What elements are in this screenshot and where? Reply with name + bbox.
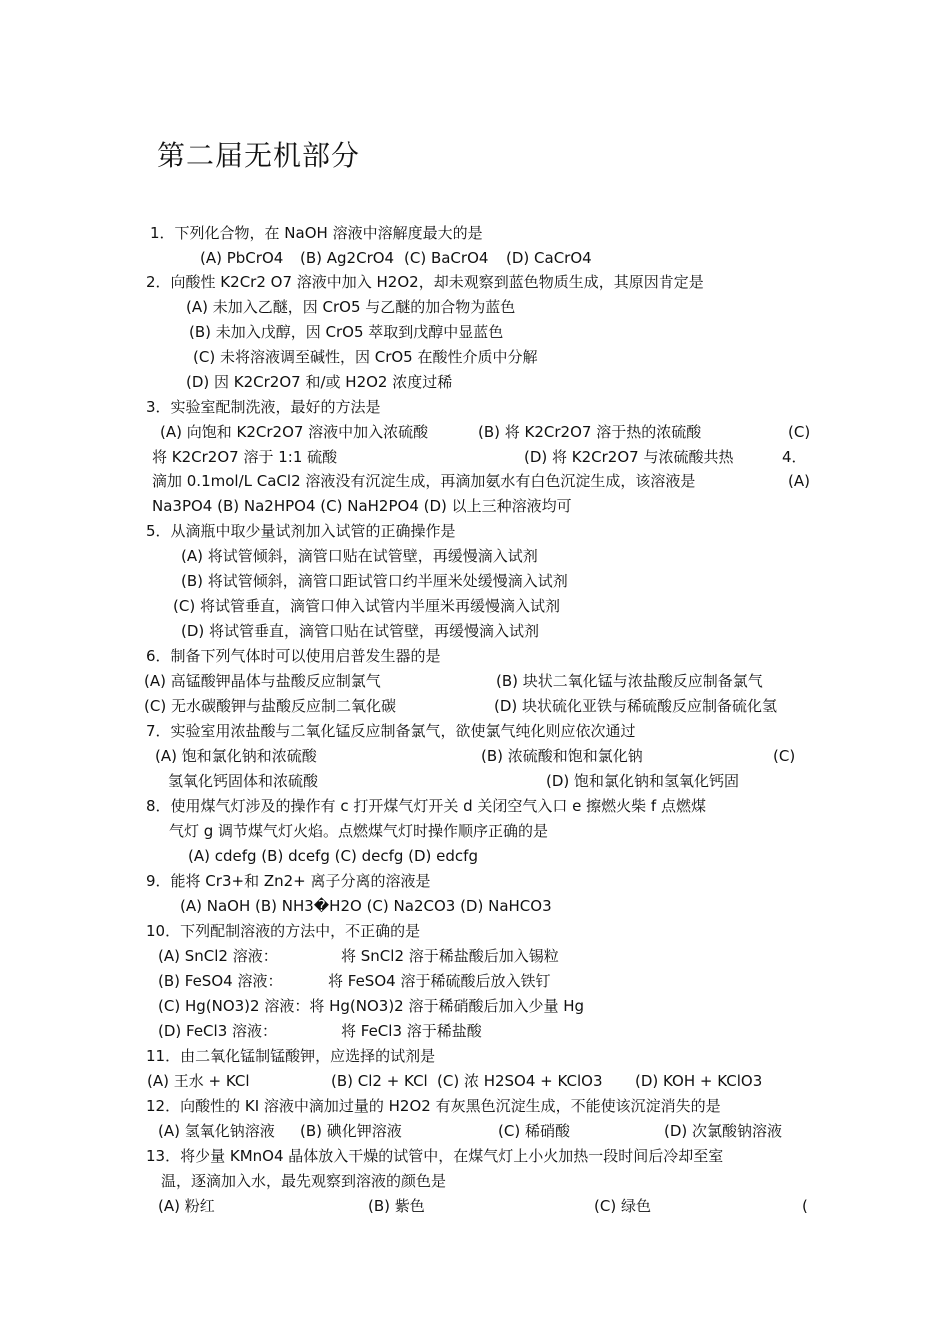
option-d: (D) KOH + KClO3 — [635, 1072, 763, 1090]
question-stem: 3．实验室配制洗液，最好的方法是 — [146, 398, 381, 416]
option-b: (B) 紫色 — [368, 1197, 425, 1215]
option-b: (B) 将 K2Cr2O7 溶于热的浓硫酸 — [478, 423, 702, 441]
option-a: (A) 王水 + KCl — [147, 1072, 250, 1090]
option-c: (C) 浓 H2SO4 + KClO3 — [437, 1072, 603, 1090]
option-c-text: 将 K2Cr2O7 溶于 1:1 硫酸 — [152, 448, 338, 466]
question-stem: 1．下列化合物，在 NaOH 溶液中溶解度最大的是 — [150, 224, 483, 242]
option-a: (A) PbCrO4 — [200, 249, 284, 267]
option-a-label: (A) — [788, 472, 810, 490]
question-stem: 8．使用煤气灯涉及的操作有 c 打开煤气灯开关 d 关闭空气入口 e 擦燃火柴 f 点燃煤 — [146, 797, 706, 815]
question-stem: 9．能将 Cr3+和 Zn2+ 离子分离的溶液是 — [146, 872, 431, 890]
option-d-partial: ( — [802, 1197, 808, 1215]
question-stem: 7．实验室用浓盐酸与二氧化锰反应制备氯气，欲使氯气纯化则应依次通过 — [146, 722, 636, 740]
question-stem: 5．从滴瓶中取少量试剂加入试管的正确操作是 — [146, 522, 456, 540]
option-a: (A) 粉红 — [158, 1197, 215, 1215]
option-b: (B) 浓硫酸和饱和氯化钠 — [481, 747, 643, 765]
question-stem: 12．向酸性的 KI 溶液中滴加过量的 H2O2 有灰黑色沉淀生成，不能使该沉淀消失的是 — [146, 1097, 721, 1115]
question-stem: 13．将少量 KMnO4 晶体放入干燥的试管中，在煤气灯上小火加热一段时间后冷却至室 — [146, 1147, 724, 1165]
option-d: (D) 次氯酸钠溶液 — [664, 1122, 783, 1140]
option-a: (A) 高锰酸钾晶体与盐酸反应制氯气 — [144, 672, 381, 690]
question-stem: 2．向酸性 K2Cr2 O7 溶液中加入 H2O2，却未观察到蓝色物质生成，其原因肯定是 — [146, 273, 704, 291]
option-c-text: 氢氧化钙固体和浓硫酸 — [168, 772, 319, 790]
question-4-number: 4． — [782, 448, 807, 466]
option-a: (A) 饱和氯化钠和浓硫酸 — [155, 747, 317, 765]
option-c-label: (C) — [773, 747, 796, 765]
option-c: (C) 绿色 — [594, 1197, 651, 1215]
option-d: (D) 饱和氯化钠和氢氧化钙固 — [546, 772, 740, 790]
question-stem: 10．下列配制溶液的方法中，不正确的是 — [146, 922, 421, 940]
option-b: (B) 碘化钾溶液 — [300, 1122, 402, 1140]
option-a: (A) 氢氧化钠溶液 — [158, 1122, 275, 1140]
option-c-label: (C) — [788, 423, 811, 441]
option-b: (B) Cl2 + KCl — [331, 1072, 428, 1090]
option-c: (C) 无水碳酸钾与盐酸反应制二氧化碳 — [144, 697, 396, 715]
option-b: (B) Ag2CrO4 — [300, 249, 395, 267]
question-stem: 6．制备下列气体时可以使用启普发生器的是 — [146, 647, 441, 665]
option-b: (B) 块状二氧化锰与浓盐酸反应制备氯气 — [496, 672, 763, 690]
options-line: Na3PO4 (B) Na2HPO4 (C) NaH2PO4 (D) 以上三种溶液均可 — [152, 497, 572, 515]
option-d: (D) 块状硫化亚铁与稀硫酸反应制备硫化氢 — [494, 697, 778, 715]
options-line: (A) NaOH (B) NH3�H2O (C) Na2CO3 (D) NaHCO3 — [180, 897, 552, 915]
options-line: (A) cdefg (B) dcefg (C) decfg (D) edcfg — [188, 847, 478, 865]
document-page: 第二届无机部分 1．下列化合物，在 NaOH 溶液中溶解度最大的是 (A) PbCrO4 (B) Ag2CrO4 (C) BaCrO4 (D) CaCrO4 2．向酸性 K2Cr2 O7 溶液中加入 H2O2，却未观察到蓝色物质生成，其原因肯定是 (A) 未加入乙醚，因 CrO5 与乙醚的加合物为蓝色 (B) 未加入戊醇，因 CrO5 萃取到戊醇中显蓝色 (C) 未将溶液调至碱性，因 CrO5 在酸性介质中分解 (D) 因 K2Cr2O7 和/或 H2O2 浓度过稀 3．实验室配制洗液，最好的方法是 (A) 向饱和 K2Cr2O7 溶液中加入浓硫酸 (B) 将 K2Cr2O7 溶于热的浓硫酸 (C) 将 K2Cr2O7 溶于 1:1 硫酸 (D) 将 K2Cr2O7 与浓硫酸共热 4． 滴加 0.1mol/L CaCl2 溶液没有沉淀生成，再滴加氨水有白色沉淀生成，该溶液是 (A) Na3PO4 (B) Na2HPO4 (C) NaH2PO4 (D) 以上三种溶液均可 5．从滴瓶中取少量试剂加入试管的正确操作是 (A) 将试管倾斜，滴管口贴在试管壁，再缓慢滴入试剂 (B) 将试管倾斜，滴管口距试管口约半厘米处缓慢滴入试剂 (C) 将试管垂直，滴管口伸入试管内半厘米再缓慢滴入试剂 (D) 将试管垂直，滴管口贴在试管壁，再缓慢滴入试剂 6．制备下列气体时可以使用启普发生器的是 (A) 高锰酸钾晶体与盐酸反应制氯气 (B) 块状二氧化锰与浓盐酸反应制备氯气 (C) 无水碳酸钾与盐酸反应制二氧化碳 (D) 块状硫化亚铁与稀硫酸反应制备硫化氢 7．实验室用浓盐酸与二氧化锰反应制备氯气，欲使氯气纯化则应依次通过 (A) 饱和氯化钠和浓硫酸 (B) 浓硫酸和饱和氯化钠 (C) 氢氧化钙固体和浓硫酸 (D) 饱和氯化钠和氢氧化钙固 8．使用煤气灯涉及的操作有 c 打开煤气灯开关 d 关闭空气入口 e 擦燃火柴 f 点燃煤 气灯 g 调节煤气灯火焰。点燃煤气灯时操作顺序正确的是 (A) cdefg (B) dcefg (C) decfg (D) edcfg 9．能将 Cr3+和 Zn2+ 离子分离的溶液是 (A) NaOH (B) NH3�H2O (C) Na2CO3 (D) NaHCO3 10．下列配制溶液的方法中，不正确的是 (A) SnCl2 溶液： 将 SnCl2 溶于稀盐酸后加入锡粒 (B) FeSO4 溶液： 将 FeSO4 溶于稀硫酸后放入铁钉 (C) Hg(NO3)2 溶液：将 Hg(NO3)2 溶于稀硝酸后加入少量 Hg (D) FeCl3 溶液： 将 FeCl3 溶于稀盐酸 11．由二氧化锰制锰酸钾，应选择的试剂是 (A) 王水 + KCl (B) Cl2 + KCl (C) 浓 H2SO4 + KClO3 (D) KOH + KClO3 12．向酸性的 KI 溶液中滴加过量的 H2O2 有灰黑色沉淀生成，不能使该沉淀消失的是 (A) 氢氧化钠溶液 (B) 碘化钾溶液 (C) 稀硝酸 (D) 次氯酸钠溶液 13．将少量 KMnO4 晶体放入干燥的试管中，在煤气灯上小火加热一段时间后冷却至室 温，逐滴加入水，最先观察到溶液的颜色是 (A) 粉红 (B) 紫色 (C) 绿色 ( — [0, 0, 950, 1344]
page-title: 第二届无机部分 — [157, 139, 361, 172]
option-d: (D) CaCrO4 — [506, 249, 592, 267]
question-stem: 滴加 0.1mol/L CaCl2 溶液没有沉淀生成，再滴加氨水有白色沉淀生成，该溶液是 — [152, 472, 696, 490]
option-c: (C) BaCrO4 — [404, 249, 489, 267]
option-d: (D) 将 K2Cr2O7 与浓硫酸共热 — [524, 448, 734, 466]
option-a: (A) 向饱和 K2Cr2O7 溶液中加入浓硫酸 — [160, 423, 429, 441]
option-c: (C) 稀硝酸 — [498, 1122, 570, 1140]
question-stem: 11．由二氧化锰制锰酸钾，应选择的试剂是 — [146, 1047, 436, 1065]
